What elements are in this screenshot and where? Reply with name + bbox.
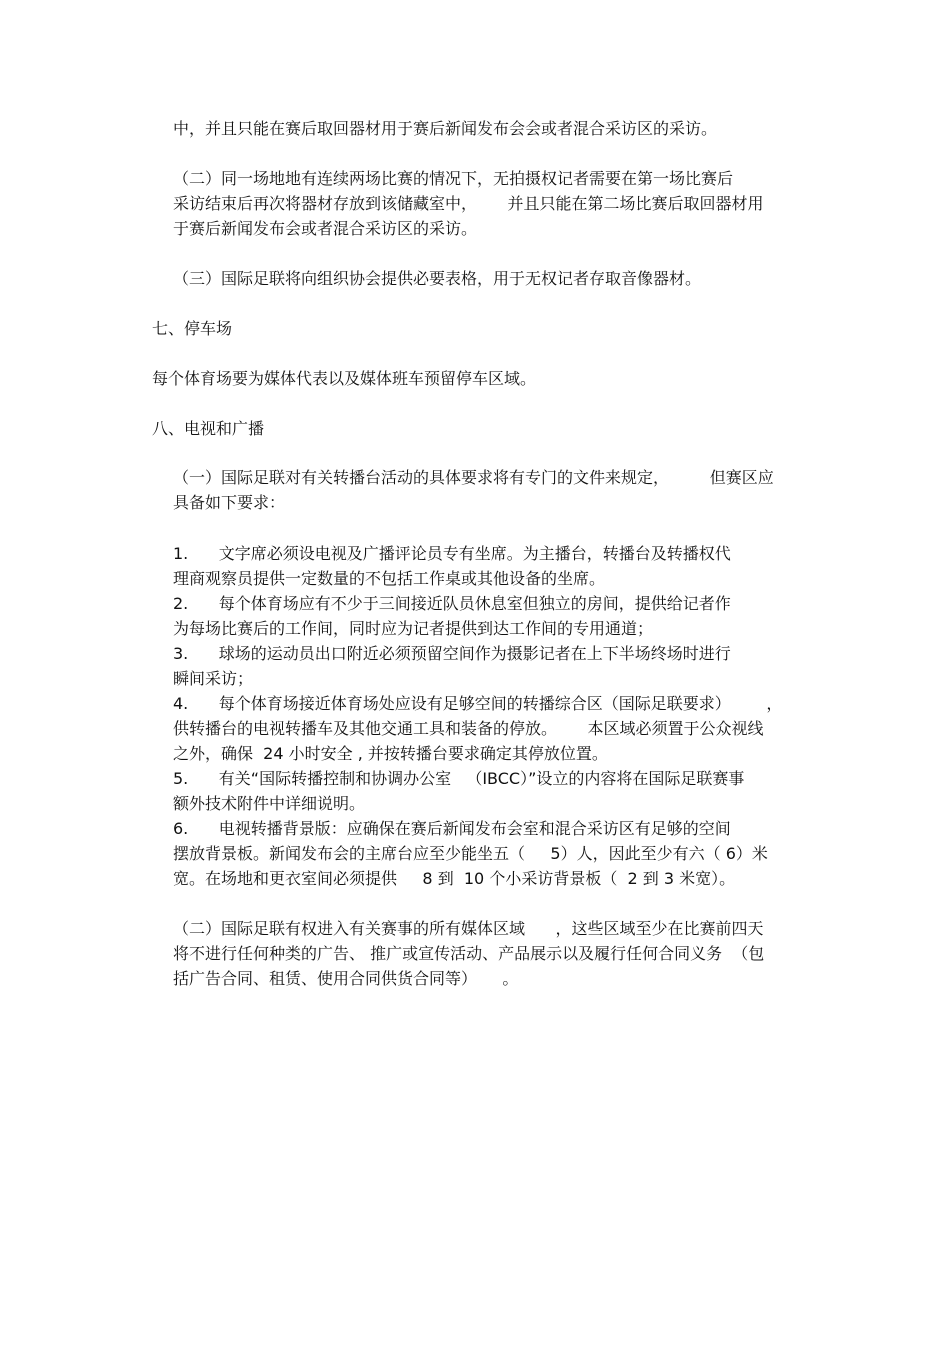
list-item-2-line-2: 为每场比赛后的工作间，同时应为记者提供到达工作间的专用通道；	[173, 619, 654, 638]
list-item-6-line-3: 宽。在场地和更衣室间必须提供 8 到 10 个小采访背景板（ 2 到 3 米宽）。	[173, 869, 736, 888]
item-3-line-1: （三）国际足联将向组织协会提供必要表格，用于无权记者存取音像器材。	[173, 269, 702, 288]
item-2-line-1: （二）同一场地地有连续两场比赛的情况下，无拍摄权记者需要在第一场比赛后	[173, 169, 734, 188]
item-2-line-2: 采访结束后再次将器材存放到该储藏室中， 并且只能在第二场比赛后取回器材用	[173, 194, 764, 213]
list-item-1-line-1: 1. 文字席必须设电视及广播评论员专有坐席。为主播台，转播台及转播权代	[173, 544, 731, 563]
section-8-heading: 八、电视和广播	[152, 419, 265, 438]
item-8-2-line-3: 括广告合同、租赁、使用合同供货合同等） 。	[173, 969, 519, 988]
list-item-1-line-2: 理商观察员提供一定数量的不包括工作桌或其他设备的坐席。	[173, 569, 606, 588]
list-item-3-line-2: 瞬间采访；	[173, 669, 254, 688]
list-item-5-line-2: 额外技术附件中详细说明。	[173, 794, 366, 813]
item-8-2-line-2: 将不进行任何种类的广告、 推广或宣传活动、产品展示以及履行任何合同义务 （包	[173, 944, 765, 963]
list-item-4-line-1: 4. 每个体育场接近体育场处应设有足够空间的转播综合区（国际足联要求） ，	[173, 694, 783, 713]
list-item-2-line-1: 2. 每个体育场应有不少于三间接近队员休息室但独立的房间，提供给记者作	[173, 594, 731, 613]
section-7-body: 每个体育场要为媒体代表以及媒体班车预留停车区域。	[152, 369, 537, 388]
item-8-2-line-1: （二）国际足联有权进入有关赛事的所有媒体区域 ，这些区域至少在比赛前四天	[173, 919, 764, 938]
section-8-intro-line-1: （一）国际足联对有关转播台活动的具体要求将有专门的文件来规定， 但赛区应	[173, 468, 774, 487]
item-2-line-3: 于赛后新闻发布会或者混合采访区的采访。	[173, 219, 478, 238]
list-item-4-line-3: 之外，确保 24 小时安全 , 并按转播台要求确定其停放位置。	[173, 744, 608, 763]
list-item-6-line-2: 摆放背景板。新闻发布会的主席台应至少能坐五（ 5）人，因此至少有六（ 6）米	[173, 844, 768, 863]
section-7-heading: 七、停车场	[152, 319, 233, 338]
continued-paragraph-line: 中，并且只能在赛后取回器材用于赛后新闻发布会会或者混合采访区的采访。	[173, 119, 718, 138]
list-item-3-line-1: 3. 球场的运动员出口附近必须预留空间作为摄影记者在上下半场终场时进行	[173, 644, 731, 663]
list-item-4-line-2: 供转播台的电视转播车及其他交通工具和装备的停放。 本区域必须置于公众视线	[173, 719, 764, 738]
section-8-intro-line-2: 具备如下要求：	[173, 493, 286, 512]
list-item-6-line-1: 6. 电视转播背景版：应确保在赛后新闻发布会室和混合采访区有足够的空间	[173, 819, 731, 838]
list-item-5-line-1: 5. 有关“国际转播控制和协调办公室 （IBCC）”设立的内容将在国际足联赛事	[173, 769, 745, 788]
